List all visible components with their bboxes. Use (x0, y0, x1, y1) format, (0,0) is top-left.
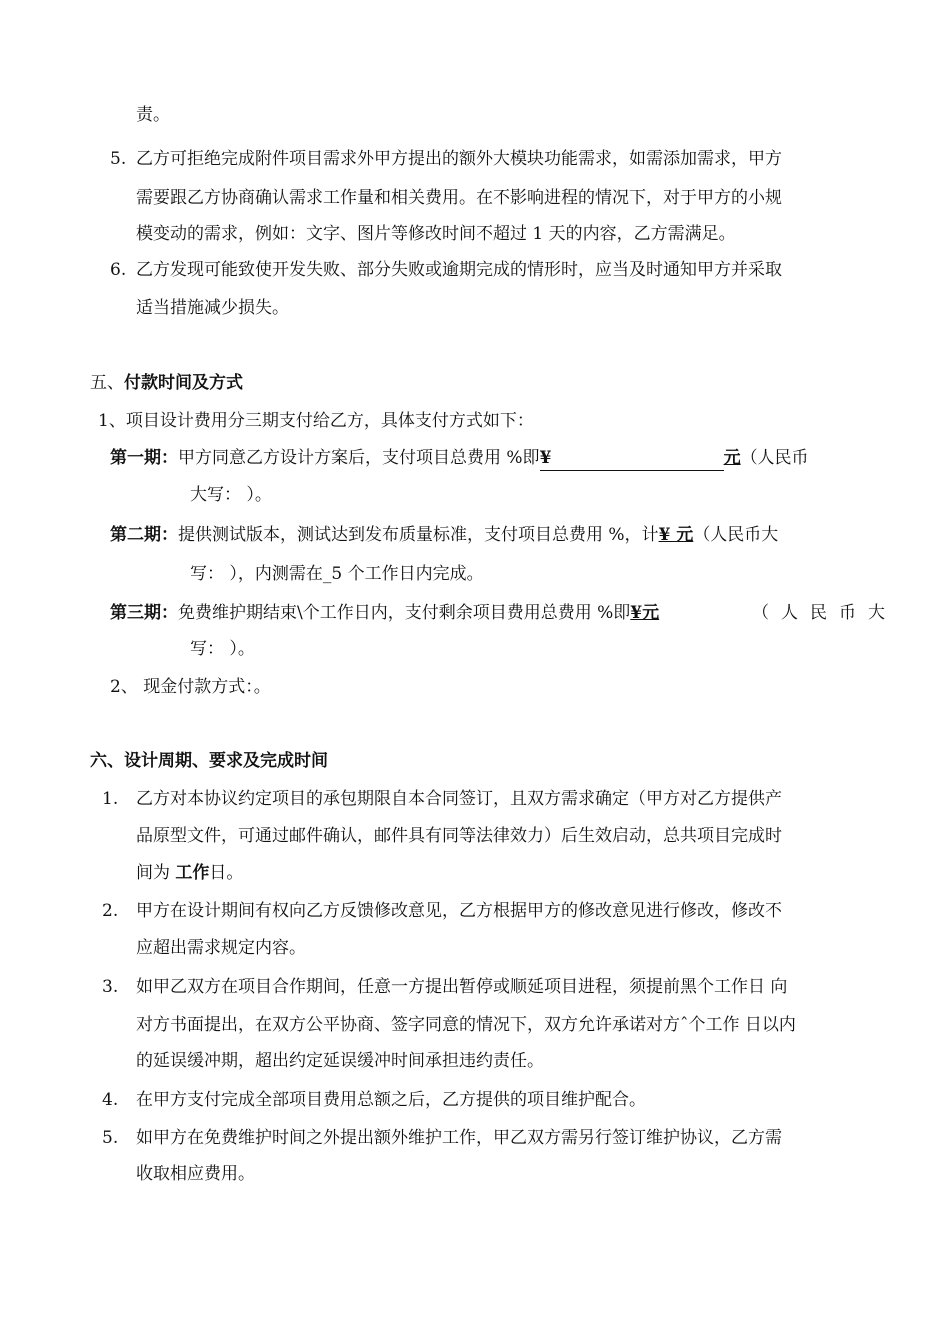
phase2-text: 提供测试版本，测试达到发布质量标准，支付项目总费用 %，计 (178, 525, 659, 545)
s6-item1-line1: 乙方对本协议约定项目的承包期限自本合同签订，且双方需求确定（甲方对乙方提供产 (136, 789, 782, 809)
phase1-yen: ¥ (539, 448, 552, 468)
s6-item2-number: 2. (102, 901, 119, 921)
phase1-rmb: （人民币 (740, 448, 809, 468)
s6-item5-line2: 收取相应费用。 (136, 1164, 255, 1184)
phase3-rmb-char: 民 (810, 603, 827, 623)
s4-item5-number: 5. (110, 149, 127, 169)
phase3-rmb-char: 币 (839, 603, 856, 623)
section6-heading: 六、设计周期、要求及完成时间 (90, 751, 328, 771)
s4-continuation: 责。 (136, 105, 170, 125)
s4-item6-line2: 适当措施减少损失。 (136, 298, 289, 318)
s6-item2-line1: 甲方在设计期间有权向乙方反馈修改意见，乙方根据甲方的修改意见进行修改，修改不 (136, 901, 782, 921)
s4-item6-number: 6. (110, 260, 127, 280)
phase3-line1 (110, 601, 885, 625)
phase2-rmb: （人民币大 (693, 525, 779, 545)
phase2-line2: 写： ），内测需在_5 个工作日内完成。 (190, 564, 484, 584)
s6-item1-line3 (136, 861, 243, 885)
phase3-label: 第三期： (110, 603, 178, 623)
s6-item3-line1: 如甲乙双方在项目合作期间，任意一方提出暂停或顺延项目进程，须提前黑个工作日 向 (136, 977, 788, 997)
phase1-text: 甲方同意乙方设计方案后，支付项目总费用 %即 (178, 448, 540, 468)
s6-item1-l3a: 间为 (136, 863, 176, 883)
phase1-amount-blank (540, 446, 724, 471)
payment-intro: 1、项目设计费用分三期支付给乙方，具体支付方式如下： (98, 411, 534, 431)
phase1-line1 (110, 446, 809, 471)
s6-item4-number: 4. (102, 1090, 119, 1110)
s6-item5-line1: 如甲方在免费维护时间之外提出额外维护工作，甲乙双方需另行签订维护协议，乙方需 (136, 1128, 782, 1148)
s6-item1-l3c: 日。 (209, 863, 244, 883)
s6-item3-line2: 对方书面提出，在双方公平协商、签字同意的情况下，双方允许承诺对方ˆ个工作 日以内 (136, 1015, 796, 1035)
section5-heading (90, 371, 243, 395)
phase3-rmb-char: 大 (868, 603, 885, 623)
phase3-amount: ¥元 (630, 603, 660, 623)
phase1-label: 第一期： (110, 448, 178, 468)
s6-item3-line3: 的延误缓冲期，超出约定延误缓冲时间承担违约责任。 (136, 1051, 544, 1071)
phase2-line1 (110, 523, 778, 547)
cash-payment: 2、 现金付款方式：。 (110, 677, 271, 697)
s4-item6-line1: 乙方发现可能致使开发失败、部分失败或逾期完成的情形时，应当及时通知甲方并采取 (136, 260, 782, 280)
s6-item5-number: 5. (102, 1128, 119, 1148)
s6-item4-line1: 在甲方支付完成全部项目费用总额之后，乙方提供的项目维护配合。 (136, 1090, 646, 1110)
phase1-unit: 元 (723, 448, 741, 468)
phase3-rmb-char: 人 (781, 603, 798, 623)
s6-item1-workday: 工作 (175, 863, 210, 883)
s6-item3-number: 3. (102, 977, 119, 997)
s6-item1-line2: 品原型文件，可通过邮件确认，邮件具有同等法律效力）后生效启动，总共项目完成时 (136, 826, 782, 846)
s4-item5-line1: 乙方可拒绝完成附件项目需求外甲方提出的额外大模块功能需求，如需添加需求，甲方 (136, 149, 782, 169)
section5-heading-number: 五、 (90, 373, 124, 393)
phase3-rmb-char: （ (752, 603, 769, 623)
s4-item5-line2: 需要跟乙方协商确认需求工作量和相关费用。在不影响进程的情况下，对于甲方的小规 (136, 188, 782, 208)
section5-heading-title: 付款时间及方式 (124, 373, 243, 393)
phase3-line2: 写： ）。 (190, 639, 255, 659)
s4-item5-line3: 模变动的需求，例如：文字、图片等修改时间不超过 1 天的内容，乙方需满足。 (136, 224, 736, 244)
phase3-rmb (752, 601, 885, 625)
phase2-amount: ¥ 元 (658, 525, 694, 545)
phase1-line2: 大写： ）。 (190, 485, 272, 505)
phase2-label: 第二期： (110, 525, 178, 545)
s6-item1-number: 1. (102, 789, 119, 809)
phase3-text: 免费维护期结束\个工作日内，支付剩余项目费用总费用 %即 (178, 603, 631, 623)
s6-item2-line2: 应超出需求规定内容。 (136, 938, 306, 958)
